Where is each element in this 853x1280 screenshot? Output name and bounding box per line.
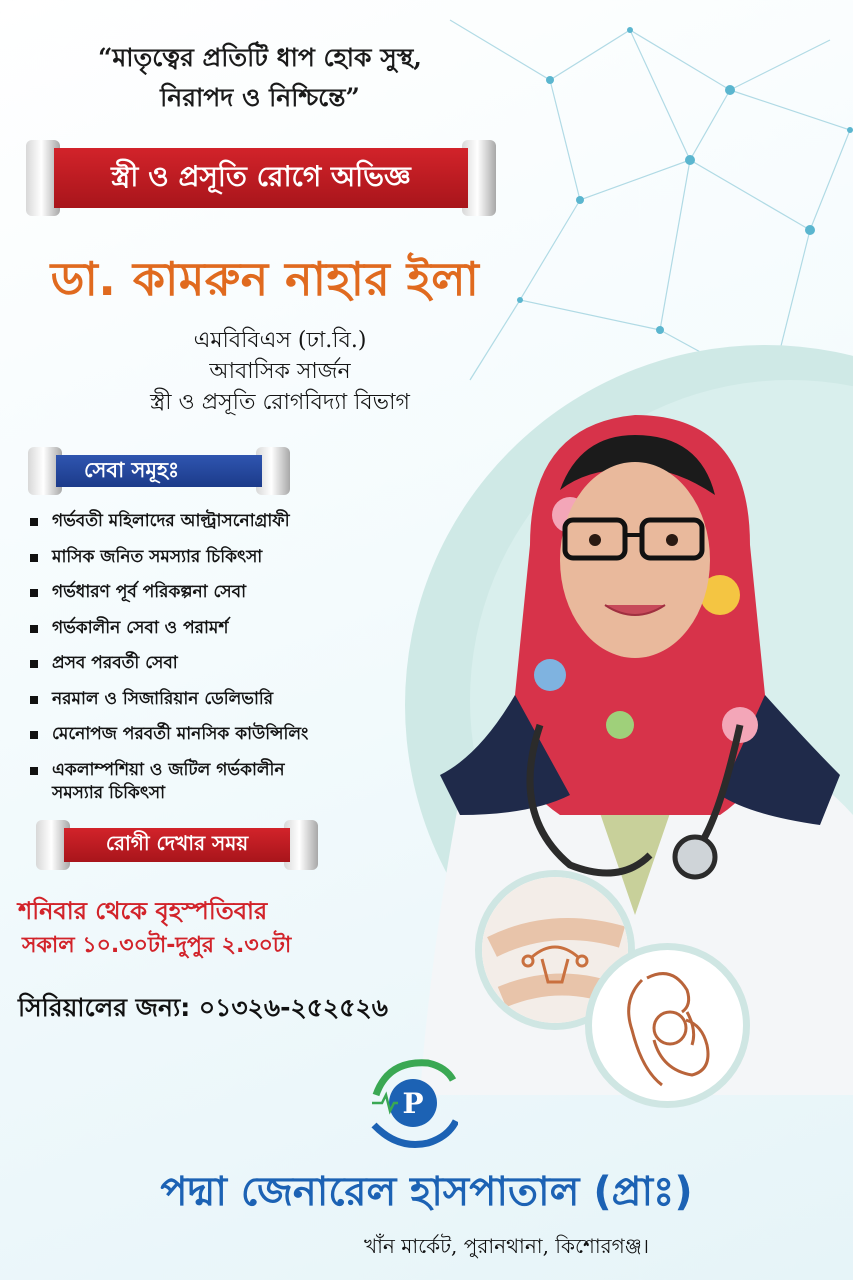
bullet-icon xyxy=(30,767,38,775)
timing-heading: রোগী দেখার সময় xyxy=(64,828,290,862)
bullet-icon xyxy=(30,518,38,526)
bullet-icon xyxy=(30,660,38,668)
timing-banner xyxy=(36,820,318,870)
list-item xyxy=(30,617,390,640)
service-item-label: গর্ভকালীন সেবা ও পরামর্শ xyxy=(52,617,229,638)
list-item xyxy=(30,688,390,711)
list-item xyxy=(30,510,390,533)
service-item-label: গর্ভধারণ পূর্ব পরিকল্পনা সেবা xyxy=(52,582,247,602)
service-item-label: গর্ভবতী মহিলাদের আল্ট্রাসনোগ্রাফী xyxy=(52,511,290,531)
quote-line-2: নিরাপদ ও নিশ্চিন্তে” xyxy=(160,83,360,112)
doctor-name: ডা. কামরুন নাহার ইলা xyxy=(50,252,480,306)
visiting-days: শনিবার থেকে বৃহস্পতিবার xyxy=(18,897,268,925)
service-item-label: মেনোপজ পরবর্তী মানসিক কাউন্সিলিং xyxy=(52,724,309,744)
services-heading: সেবা সমূহঃ xyxy=(56,455,262,487)
serial-phone: সিরিয়ালের জন্য: ০১৩২৬-২৫২৫২৬ xyxy=(18,993,388,1022)
bullet-icon xyxy=(30,589,38,597)
quote-line-1: “মাতৃত্বের প্রতিটি ধাপ হোক সুস্থ, xyxy=(97,43,423,72)
service-item-label: মাসিক জনিত সমস্যার চিকিৎসা xyxy=(52,546,263,567)
mother-baby-icon xyxy=(592,950,743,1101)
bullet-icon xyxy=(30,554,38,562)
hospital-address: খাঁন মার্কেট, পুরানথানা, কিশোরগঞ্জ। xyxy=(363,1234,650,1258)
bullet-icon xyxy=(30,625,38,633)
qualification-degree: এমবিবিএস (ঢা.বি.) xyxy=(193,328,367,353)
service-item-label: নরমাল ও সিজারিয়ান ডেলিভারি xyxy=(52,688,274,709)
bullet-icon xyxy=(30,731,38,739)
list-item xyxy=(30,652,390,675)
services-banner xyxy=(28,447,290,495)
bullet-icon xyxy=(30,696,38,704)
logo-letter: P xyxy=(402,1087,424,1120)
qualification-position: আবাসিক সার্জন xyxy=(209,359,351,384)
qualification-department: স্ত্রী ও প্রসূতি রোগবিদ্যা বিভাগ xyxy=(150,390,410,415)
list-item xyxy=(30,723,390,746)
list-item xyxy=(30,581,390,604)
list-item xyxy=(30,759,330,805)
tagline-quote xyxy=(40,38,480,118)
service-item-label: প্রসব পরবর্তী সেবা xyxy=(52,653,178,673)
specialty-label: স্ত্রী ও প্রসূতি রোগে অভিজ্ঞ xyxy=(54,148,468,208)
mother-baby-illustration xyxy=(585,943,750,1108)
service-item-label: একলাম্পশিয়া ও জটিল গর্ভকালীন সমস্যার চিকিৎসা xyxy=(52,759,285,803)
services-list xyxy=(30,510,390,817)
hospital-name: পদ্মা জেনারেল হাসপাতাল (প্রাঃ) xyxy=(160,1169,693,1215)
list-item xyxy=(30,546,390,569)
visiting-hours: সকাল ১০.৩০টা-দুপুর ২.৩০টা xyxy=(22,933,292,958)
specialty-banner xyxy=(26,140,496,216)
hospital-logo xyxy=(368,1055,458,1150)
